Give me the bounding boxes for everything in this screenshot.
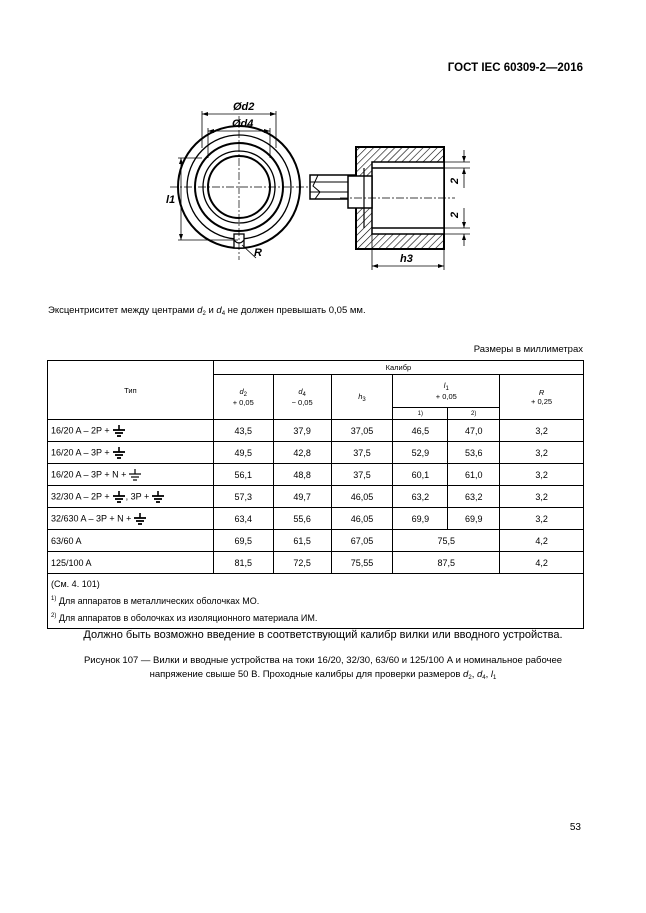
header-l1: $l_1$ + 0,05 [393,375,500,408]
table-row: 16/20 A – 3P + 49,5 42,8 37,5 52,9 53,6 3,2 [48,442,584,464]
header-kalibr: Калибр [213,361,583,375]
header-R: R + 0,25 [500,375,584,420]
header-d2: $d_2$ + 0,05 [213,375,273,420]
units-label: Размеры в миллиметрах [473,344,583,355]
note-2: $^{2)}$ Для аппаратов в оболочках из изоляционного материала ИМ. [51,613,318,623]
standard-header: ГОСТ IEC 60309-2—2016 [447,62,583,74]
header-h3: $h_3$ [331,375,393,420]
ground-symbol-icon [128,469,142,481]
table-row: 16/20 A – 3P + N + 56,1 48,8 37,5 60,1 61,0 3,2 [48,464,584,486]
requirement-text: Должно быть возможно введение в соответствующий калибр вилки или вводного устройства. [83,629,563,641]
eccentricity-note: Эксцентриситет между центрами $d_2$ и $d_4$ не должен превышать 0,05 мм. [48,305,366,317]
table-row: 32/630 A – 3P + N + 63,4 55,6 46,05 69,9 69,9 3,2 [48,508,584,530]
ground-symbol-icon [112,447,126,459]
table-row: 32/30 A – 2P + , 3P + 57,3 49,7 46,05 63,2 63,2 3,2 [48,486,584,508]
label-dim-2-top: 2 [449,177,461,184]
label-d4: Ød4 [232,118,254,130]
header-type: Тип [48,361,214,420]
label-h3: h3 [400,253,413,265]
note-ref: (См. 4. 101) [51,579,100,589]
gauge-drawing [150,88,490,278]
label-d2: Ød2 [233,101,255,113]
table-notes [48,574,584,629]
page-number: 53 [569,822,581,833]
gauge-table [47,360,584,629]
ground-symbol-icon [151,491,165,503]
header-d4: $d_4$ − 0,05 [273,375,331,420]
table-notes-row [48,574,584,629]
header-l1-note2: 2) [448,408,500,420]
note-1: $^{1)}$ Для аппаратов в металлических оболочках МО. [51,596,260,606]
table-row: 16/20 A – 2P + 43,5 37,9 37,05 46,5 47,0 3,2 [48,420,584,442]
table-row: 63/60 A 69,5 61,5 67,05 75,5 4,2 [48,530,584,552]
section-view [310,147,470,270]
front-view [166,101,310,260]
label-R: R [254,247,262,259]
label-dim-2-bottom: 2 [449,211,461,218]
header-l1-note1: 1) [393,408,448,420]
ground-symbol-icon [112,425,126,437]
label-l1: l1 [166,194,176,206]
figure-caption: Рисунок 107 — Вилки и вводные устройства на токи 16/20, 32/30, 63/60 и 125/100 А и номинальное рабочее напряжение свыше 50 В. Проходные калибры для проверки размеров $d_2$, $d_4$, $l_1$ [83,655,563,681]
ground-symbol-icon [133,513,147,525]
table-row: 125/100 A 81,5 72,5 75,55 87,5 4,2 [48,552,584,574]
ground-symbol-icon [112,491,126,503]
